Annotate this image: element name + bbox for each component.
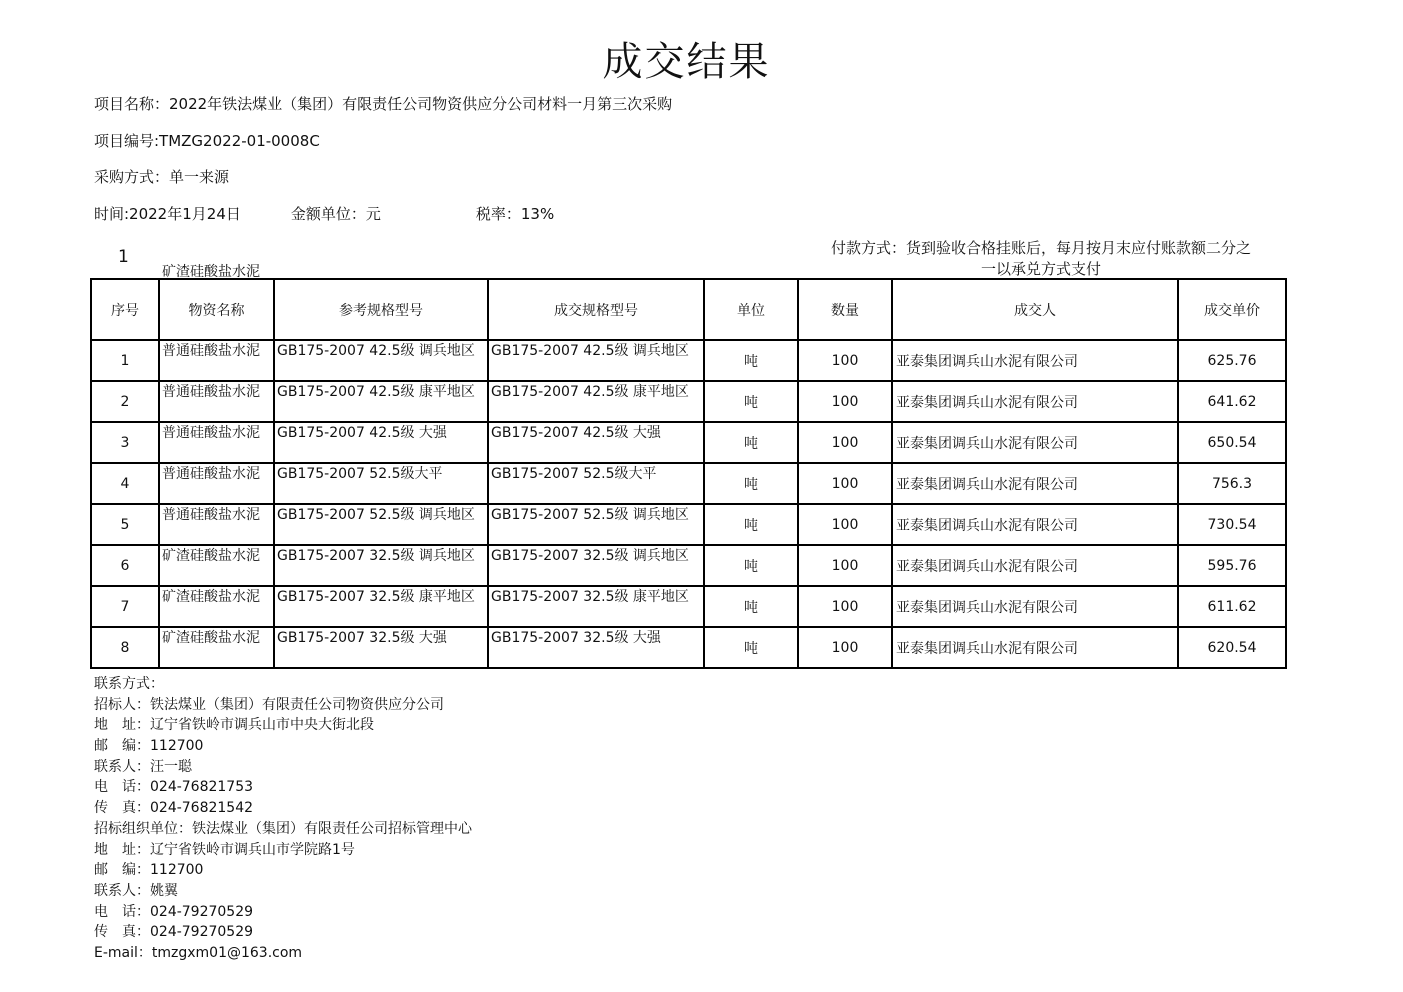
payment-terms <box>808 238 1274 280</box>
organizer-phone: 电 话：024-79270529 <box>94 903 254 920</box>
row-unit: 吨 <box>704 627 798 668</box>
row-index: 2 <box>91 381 159 422</box>
table-row <box>91 422 1286 463</box>
table-header-row <box>91 279 1286 340</box>
table-row <box>91 504 1286 545</box>
header-deal-spec: 成交规格型号 <box>488 279 704 340</box>
row-reference-spec: GB175-2007 32.5级 康平地区 <box>274 586 488 627</box>
row-unit-price: 611.62 <box>1178 586 1286 627</box>
tenderer-postcode: 邮 编：112700 <box>94 738 204 755</box>
row-unit: 吨 <box>704 381 798 422</box>
meta-line <box>94 203 554 224</box>
organizer-fax: 传 真：024-79270529 <box>94 924 254 941</box>
table-row <box>91 340 1286 381</box>
row-winner: 亚泰集团调兵山水泥有限公司 <box>892 340 1178 381</box>
row-reference-spec: GB175-2007 42.5级 大强 <box>274 422 488 463</box>
row-winner: 亚泰集团调兵山水泥有限公司 <box>892 381 1178 422</box>
row-quantity: 100 <box>798 340 892 381</box>
contact-heading: 联系方式： <box>94 676 164 692</box>
row-deal-spec: GB175-2007 52.5级大平 <box>488 463 704 504</box>
tenderer: 招标人：铁法煤业（集团）有限责任公司物资供应分公司 <box>94 696 444 713</box>
payment-line-2: 一以承兑方式支付 <box>980 260 1101 278</box>
row-material-name: 矿渣硅酸盐水泥 <box>159 627 274 668</box>
contact-block <box>94 674 472 964</box>
row-unit: 吨 <box>704 463 798 504</box>
row-deal-spec: GB175-2007 32.5级 调兵地区 <box>488 545 704 586</box>
row-quantity: 100 <box>798 381 892 422</box>
header-material-name: 物资名称 <box>159 279 274 340</box>
organizer: 招标组织单位：铁法煤业（集团）有限责任公司招标管理中心 <box>94 820 472 837</box>
row-quantity: 100 <box>798 463 892 504</box>
section-material: 矿渣硅酸盐水泥 <box>162 264 260 280</box>
row-unit-price: 625.76 <box>1178 340 1286 381</box>
table-row <box>91 627 1286 668</box>
date-label: 时间:2022年1月24日 <box>94 205 241 223</box>
row-winner: 亚泰集团调兵山水泥有限公司 <box>892 627 1178 668</box>
tenderer-fax: 传 真：024-76821542 <box>94 800 254 817</box>
table-row <box>91 463 1286 504</box>
row-unit: 吨 <box>704 586 798 627</box>
tenderer-phone: 电 话：024-76821753 <box>94 779 254 796</box>
tax-rate: 税率：13% <box>475 205 555 223</box>
row-unit-price: 595.76 <box>1178 545 1286 586</box>
currency-unit: 金额单位：元 <box>290 205 381 223</box>
row-unit-price: 730.54 <box>1178 504 1286 545</box>
row-reference-spec: GB175-2007 32.5级 大强 <box>274 627 488 668</box>
result-table <box>90 278 1287 669</box>
row-reference-spec: GB175-2007 32.5级 调兵地区 <box>274 545 488 586</box>
payment-line-1: 付款方式：货到验收合格挂账后，每月按月末应付账款额二分之 <box>830 239 1251 257</box>
row-index: 1 <box>91 340 159 381</box>
row-deal-spec: GB175-2007 42.5级 大强 <box>488 422 704 463</box>
row-material-name: 普通硅酸盐水泥 <box>159 422 274 463</box>
row-unit-price: 641.62 <box>1178 381 1286 422</box>
row-material-name: 矿渣硅酸盐水泥 <box>159 545 274 586</box>
header-quantity: 数量 <box>798 279 892 340</box>
table-row <box>91 381 1286 422</box>
row-reference-spec: GB175-2007 42.5级 调兵地区 <box>274 340 488 381</box>
row-index: 6 <box>91 545 159 586</box>
page-title: 成交结果 <box>602 39 771 85</box>
procurement-method: 采购方式：单一来源 <box>94 168 230 186</box>
row-quantity: 100 <box>798 545 892 586</box>
row-quantity: 100 <box>798 422 892 463</box>
organizer-address: 地 址：辽宁省铁岭市调兵山市学院路1号 <box>94 841 355 858</box>
row-index: 3 <box>91 422 159 463</box>
row-deal-spec: GB175-2007 42.5级 康平地区 <box>488 381 704 422</box>
row-unit-price: 650.54 <box>1178 422 1286 463</box>
row-winner: 亚泰集团调兵山水泥有限公司 <box>892 545 1178 586</box>
organizer-email: E-mail：tmzgxm01@163.com <box>94 944 303 961</box>
organizer-postcode: 邮 编：112700 <box>94 862 204 879</box>
row-winner: 亚泰集团调兵山水泥有限公司 <box>892 586 1178 627</box>
row-material-name: 普通硅酸盐水泥 <box>159 463 274 504</box>
header-unit-price: 成交单价 <box>1178 279 1286 340</box>
header-winner: 成交人 <box>892 279 1178 340</box>
row-deal-spec: GB175-2007 32.5级 康平地区 <box>488 586 704 627</box>
row-reference-spec: GB175-2007 52.5级大平 <box>274 463 488 504</box>
header-index: 序号 <box>91 279 159 340</box>
row-deal-spec: GB175-2007 32.5级 大强 <box>488 627 704 668</box>
row-reference-spec: GB175-2007 42.5级 康平地区 <box>274 381 488 422</box>
row-index: 4 <box>91 463 159 504</box>
organizer-contact-person: 联系人：姚翼 <box>94 882 178 899</box>
row-deal-spec: GB175-2007 42.5级 调兵地区 <box>488 340 704 381</box>
row-material-name: 矿渣硅酸盐水泥 <box>159 586 274 627</box>
row-winner: 亚泰集团调兵山水泥有限公司 <box>892 463 1178 504</box>
row-material-name: 普通硅酸盐水泥 <box>159 340 274 381</box>
row-material-name: 普通硅酸盐水泥 <box>159 504 274 545</box>
tenderer-address: 地 址：辽宁省铁岭市调兵山市中央大街北段 <box>94 717 374 734</box>
section-index: 1 <box>118 247 129 267</box>
row-reference-spec: GB175-2007 52.5级 调兵地区 <box>274 504 488 545</box>
row-unit: 吨 <box>704 422 798 463</box>
row-quantity: 100 <box>798 627 892 668</box>
row-quantity: 100 <box>798 504 892 545</box>
row-unit: 吨 <box>704 504 798 545</box>
row-index: 8 <box>91 627 159 668</box>
row-deal-spec: GB175-2007 52.5级 调兵地区 <box>488 504 704 545</box>
row-winner: 亚泰集团调兵山水泥有限公司 <box>892 504 1178 545</box>
row-unit-price: 620.54 <box>1178 627 1286 668</box>
row-index: 5 <box>91 504 159 545</box>
table-row <box>91 586 1286 627</box>
row-index: 7 <box>91 586 159 627</box>
row-quantity: 100 <box>798 586 892 627</box>
project-code: 项目编号:TMZG2022-01-0008C <box>94 132 320 150</box>
row-unit: 吨 <box>704 340 798 381</box>
row-winner: 亚泰集团调兵山水泥有限公司 <box>892 422 1178 463</box>
tenderer-contact-person: 联系人：汪一聪 <box>94 758 192 775</box>
row-unit: 吨 <box>704 545 798 586</box>
project-name: 项目名称：2022年铁法煤业（集团）有限责任公司物资供应分公司材料一月第三次采购 <box>94 95 673 113</box>
header-reference-spec: 参考规格型号 <box>274 279 488 340</box>
row-material-name: 普通硅酸盐水泥 <box>159 381 274 422</box>
row-unit-price: 756.3 <box>1178 463 1286 504</box>
header-unit: 单位 <box>704 279 798 340</box>
table-row <box>91 545 1286 586</box>
